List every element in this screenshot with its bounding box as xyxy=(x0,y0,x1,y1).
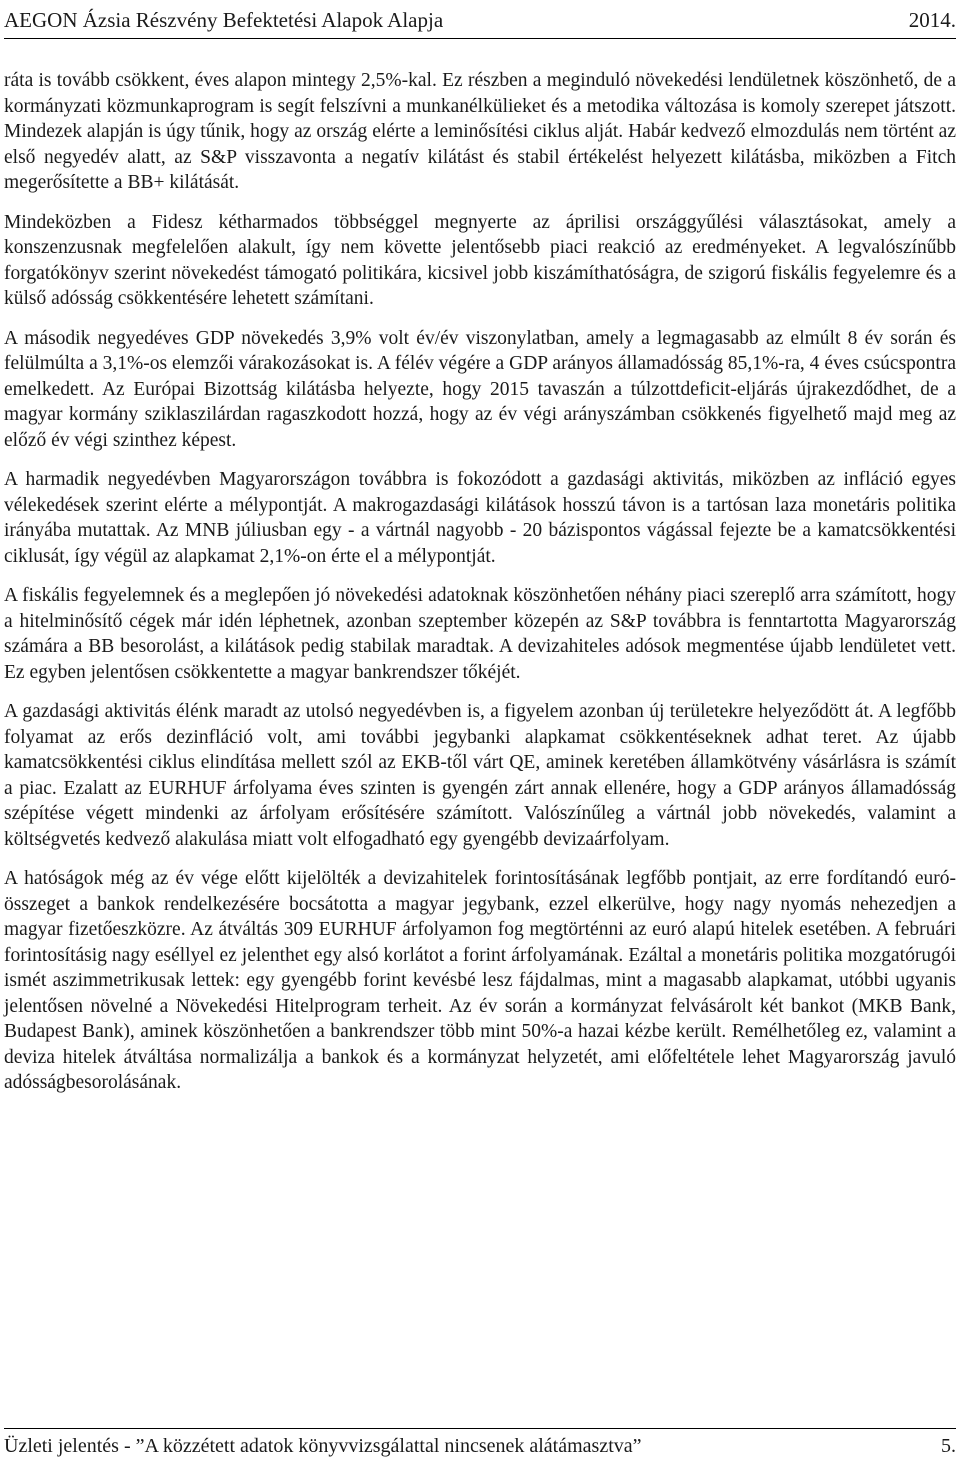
document-title: AEGON Ázsia Részvény Befektetési Alapok Alapja xyxy=(4,7,444,32)
page-number: 5. xyxy=(941,1435,956,1457)
paragraph: A gazdasági aktivitás élénk maradt az utolsó negyedévben is, a figyelem azonban új területekre helyeződött át. A legfőbb folyamat az erős dezinfláció volt, ami további jegybanki alapkamat csökkentéseknek adhat teret. Az újabb kamatcsökkentési ciklus elindítása mellett szól az EKB-től várt QE, aminek keretében államkötvény vásárlásra is számít a piac. Ezalatt az EURHUF árfolyama éves szinten is gyengén zárt annak ellenére, hogy a GDP arányos államadósság szépítése végett mindenki az árfolyam erősítésére számított. Valószínűleg a vártnál jobb növekedés, valamint a költségvetés kedvező alakulása miatt volt elfogadható egy gyengébb devizaárfolyam. xyxy=(4,701,956,850)
paragraph: A fiskális fegyelemnek és a meglepően jó növekedési adatoknak köszönhetően néhány piaci szereplő arra számított, hogy a hitelminősítő cégek már idén léphetnek, azonban szeptember közepén az S&P továbbra is fenntartotta Magyarország számára a BB besorolást, a kilátások pedig stabilak maradtak. A devizahiteles adósok megmentése újabb lendületet vett. Ez egyben jelentősen csökkentette a magyar bankrendszer tőkéjét. xyxy=(4,585,956,683)
paragraph: ráta is tovább csökkent, éves alapon mintegy 2,5%-kal. Ez részben a meginduló növekedési lendületnek köszönhető, de a kormányzati közmunkaprogram is segít felszívni a munkanélkülieket és a metodika változása is komoly szerepet játszott. Mindezek alapján is úgy tűnik, hogy az ország elérte a leminősítési ciklus alját. Habár kedvező elmozdulás nem történt az első negyedév alatt, az S&P visszavonta a negatív kilátást és stabil értékelést helyezett kilátásba, miközben a Fitch megerősítette a BB+ kilátását. xyxy=(4,70,956,193)
document-year: 2014. xyxy=(908,7,956,32)
document-body xyxy=(4,68,956,1110)
paragraph: A harmadik negyedévben Magyarországon továbbra is fokozódott a gazdasági aktivitás, miközben az infláció egyes vélekedések szerint elérte a mélypontját. A makrogazdasági kilátások hosszú távon is a tartósan laza monetáris politika irányába mutattak. Az MNB júliusban egy - a vártnál nagyobb - 20 bázispontos vágással fejezte be a kamatcsökkentési ciklusát, így végül az alapkamat 2,1%-on érte el a mélypontját. xyxy=(4,469,956,567)
page-footer xyxy=(4,1428,956,1458)
page-header xyxy=(4,2,956,39)
paragraph: A hatóságok még az év vége előtt kijelölték a devizahitelek forintosításának legfőbb pontjait, az erre fordítandó euró-összeget a bankok rendelkezésére bocsátotta a magyar jegybank, ezzel elkerülve, hogy nagy nyomás nehezedjen a magyar fizetőeszközre. Az átváltás 309 EURHUF árfolyamon fog megtörténni az euró alapú hitelek esetében. A februári forintosításig nagy eséllyel ez jelenthet egy alsó korlátot a forint árfolyamának. Ezáltal a monetáris politika mozgatórugói ismét aszimmetrikusak lettek: egy gyengébb forint kevésbé lesz fájdalmas, mint a magasabb alapkamat, utóbbi ugyanis jelentősen növelné a Növekedési Hitelprogram terheit. Az év során a kormányzat felvásárolt két bankot (MKB Bank, Budapest Bank), aminek köszönhetően a bankrendszer több mint 50%-a hazai kézbe került. Remélhetőleg ez, valamint a deviza hitelek átváltása normalizálja a bankok és a kormányzat helyzetét, ami előfeltétele lehet Magyarország javuló adósságbesorolásának. xyxy=(4,868,956,1093)
paragraph: Mindeközben a Fidesz kétharmados többséggel megnyerte az áprilisi országgyűlési választásokat, amely a konszenzusnak megfelelően alakult, így nem követte jelentősebb piaci reakció az eredményeket. A legvalószínűbb forgatókönyv szerint növekedést támogató politikára, kicsivel jobb kiszámíthatóságra, de szigorú fiskális fegyelemre és a külső adósság csökkentésére lehetett számítani. xyxy=(4,211,956,309)
paragraph: A második negyedéves GDP növekedés 3,9% volt év/év viszonylatban, amely a legmagasabb az elmúlt 8 év során és felülmúlta a 3,1%-os elemzői várakozásokat is. A félév végére a GDP arányos államadósság 85,1%-ra, 4 éves csúcspontra emelkedett. Az Európai Bizottság kilátásba helyezte, hogy 2015 tavaszán a túlzottdeficit-eljárás újrakezdődhet, de a magyar kormány sziklaszilárdan ragaszkodott hozzá, hogy az év végi arányszámban csökkenés figyelhető majd meg az előző év végi szinthez képest. xyxy=(4,327,956,451)
footer-label: Üzleti jelentés - ”A közzétett adatok könyvvizsgálattal nincsenek alátámasztva” xyxy=(4,1435,642,1457)
